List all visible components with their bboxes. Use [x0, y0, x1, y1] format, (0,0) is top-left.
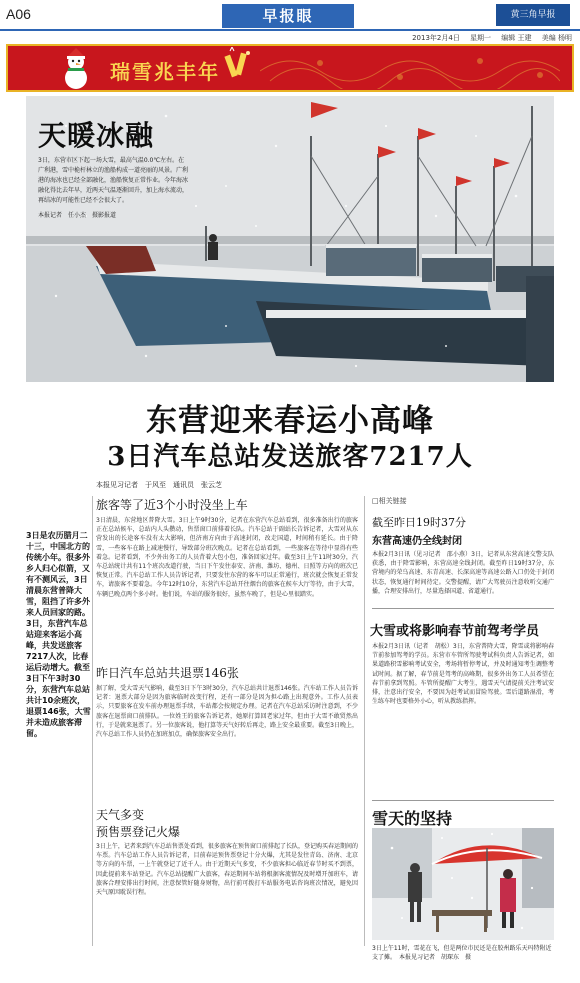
- related-link-tag: □相关链接: [372, 497, 407, 505]
- issue-meta: [6, 33, 572, 43]
- section-subhead-3a: 天气多变: [96, 808, 145, 822]
- section-body-1: 3日清晨，东营地区普降大雪。3日上午9时30分，记者在东营汽车总站看到，很多准备出行的旅客正在总站候车，总站内人头攒动，售票窗口前排着长队。汽车总站于副站长告诉记者，大雪对从东营发出的长途客车没有太大影响，但济南方向由于高速封闭，改走国道，时间稍有延长。由于降雪，一些客车在路上减速慢行，导致部分班次晚点。记者在总站看到，一些旅客在等待中显得有些着急。记者看到，不少外出务工的人员背着大包小包，准备回家过年。截至3日上午11时30分，汽车总站统计共有11个班次改道行驶，当日下午发往泰安、济南、潍坊、德州、日照等方向的班次已恢复正常。汽车总站工作人员告诉记者，只要发往东营的客车可以正常通行，班次就会恢复正常发车，请旅客不要着急。今年12时10分，东营汽车总站开往烟台的旅客在候车大厅等待，由于大雪，车辆已晚点两个多小时。他们说，车站的服务很好，虽然车晚了，但是心里很踏实。: [96, 517, 358, 598]
- street-vendor-caption: 3日上午11时，雪花在飞，但是两位市民还是在胶州路乐天玛特附近支了摊。 本报见习记者 胡琛东 摄: [372, 945, 552, 961]
- issue-editor: 编辑 王建: [501, 34, 532, 42]
- snowman-icon: [56, 48, 96, 90]
- column-divider-right: [364, 496, 365, 946]
- street-vendor-image: [372, 828, 554, 940]
- newspaper-logo: 黄三角早报: [496, 4, 570, 26]
- photo-story-credit: 本报记者 任小杰 摄影报道: [38, 212, 117, 219]
- sidebar-subhead-1: 截至昨日19时37分: [372, 516, 466, 529]
- column-divider: [92, 496, 93, 946]
- section-subhead-1: 旅客等了近3个小时没坐上车: [96, 498, 248, 512]
- header-rule: [0, 29, 580, 31]
- sidebar-body-1: 本报2月3日讯（见习记者 邵小燕）3日，记者从东营高速交警支队获悉，由于降雪影响，东营高速全线封闭。截至昨日19时37分，东营境内的荣乌高速、东青高速、长深高速等高速公路入口仍处于封闭状态，恢复通行时间待定。交警提醒，请广大驾驶员注意收听交通广播，合理安排出行，尽量选择国道、省道通行。: [372, 551, 554, 595]
- photo-story-caption: 3日，东营市区下起一场大雪，最高气温0.0℃左右。在广利港，雪中桅杆林立的渔船构成一道亮丽的风景。广利港的海冰也已经全部融化，渔船恢复正常作业。今年海冰融化得比去年早，近两天气温逐渐回升，加上海水流动，再结冰的可能性已经不会很大了。: [38, 157, 189, 204]
- page-number: A06: [6, 6, 31, 22]
- street-vendor-photo: [372, 828, 554, 940]
- section-rubric: 早报眼: [222, 4, 354, 28]
- sidebar-body-2: 本报2月3日讯（记者 胡松）3日，东营普降大雪，降雪或将影响春节前参加驾考的学员。东营市车管所驾驶考试科负责人告诉记者，如果道路积雪影响考试安全，考场将暂停考试，并及时通知考生调整考试时间。据了解，春节前是驾考的高峰期，很多外出务工人员希望在春节前拿到驾照。车管所提醒广大考生，遇雪天气请提前关注考试安排，注意出行安全，不要因为赶考试而冒险驾驶。雪后道路湿滑，考生练车时也要格外小心，听从教练指挥。: [372, 643, 554, 706]
- photo-story-title: 天暖冰融: [38, 119, 155, 152]
- banner-pattern-icon: [260, 51, 560, 89]
- issue-weekday: 星期一: [470, 34, 492, 42]
- section-subhead-3b: 预售票登记火爆: [96, 825, 181, 839]
- sidebar-heading-2: 大雪或将影响春节前驾考学员: [370, 624, 540, 639]
- main-headline: 东营迎来春运小高峰: [146, 403, 434, 439]
- section-subhead-2: 昨日汽车总站共退票146张: [96, 666, 239, 680]
- issue-date: 2013年2月4日: [412, 34, 460, 42]
- sidebar-subhead-2: 东营高速仍全线封闭: [372, 536, 462, 547]
- section-body-3: 3日上午，记者来到汽车总站售票处看到，很多旅客在预售窗口前排起了长队，登记购买春运期间的车票。汽车总站工作人员告诉记者，目前春运预售票登记十分火爆，尤其是发往青岛、济南、北京等方向的车票，一上午就登记了近千人。由于近期天气多变，不少旅客担心临近春节时买不到票，因此提前来车站登记。汽车总站提醒广大旅客，春运期间车站将根据客流情况及时增开加班车，请旅客合理安排出行时间，注意保管好随身财物，出行前可拨打车站服务电话咨询班次情况，避免因天气原因耽误行程。: [96, 843, 358, 897]
- sidebar-heading-3: 雪天的坚持: [372, 809, 453, 828]
- main-subheadline: 3日汽车总站发送旅客7217人: [107, 442, 473, 472]
- banner-text: 瑞雪兆丰年: [110, 60, 220, 84]
- firecracker-icon: [220, 47, 256, 87]
- sidebar-divider-1: [372, 608, 554, 609]
- article-byline: 本报见习记者 于风至 通讯员 张云芝: [96, 481, 222, 489]
- sidebar-divider-2: [372, 800, 554, 801]
- issue-designer: 美编 杨明: [541, 34, 572, 42]
- section-body-2: 据了解，受大雪天气影响，截至3日下午3时30分，汽车总站共计退票146张。汽车站工作人员告诉记者：退票大部分是因为旅客临时改变行程，还有一部分是因为担心路上出现意外。工作人员表示，只要旅客在发车前办理退票手续，车站都会按规定办理。记者在汽车总站采访时注意到，不少旅客在退票窗口前排队。一位姓王的旅客告诉记者，她原打算回老家过年，但由于大雪不敢贸然出行，于是就来退票了。另一位旅客说，他打算等天气好转后再走，路上安全最重要。截至3日晚上，汽车总站工作人员仍在加班加点，确保旅客安全出行。: [96, 685, 358, 739]
- lead-summary: 3日是农历腊月二十三，中国北方的传统小年。很多外乡人归心似箭，又有不测风云，3日清晨东营普降大雪，阻挡了许多外来人员回家的路。3日，东营汽车总站迎来客运小高峰，共发送旅客7217人次，比春运后动增大。截至3日下午3时30分，东营汽车总站共计10余班次，退票146张，大雪并未造成旅客滞留。: [26, 531, 91, 738]
